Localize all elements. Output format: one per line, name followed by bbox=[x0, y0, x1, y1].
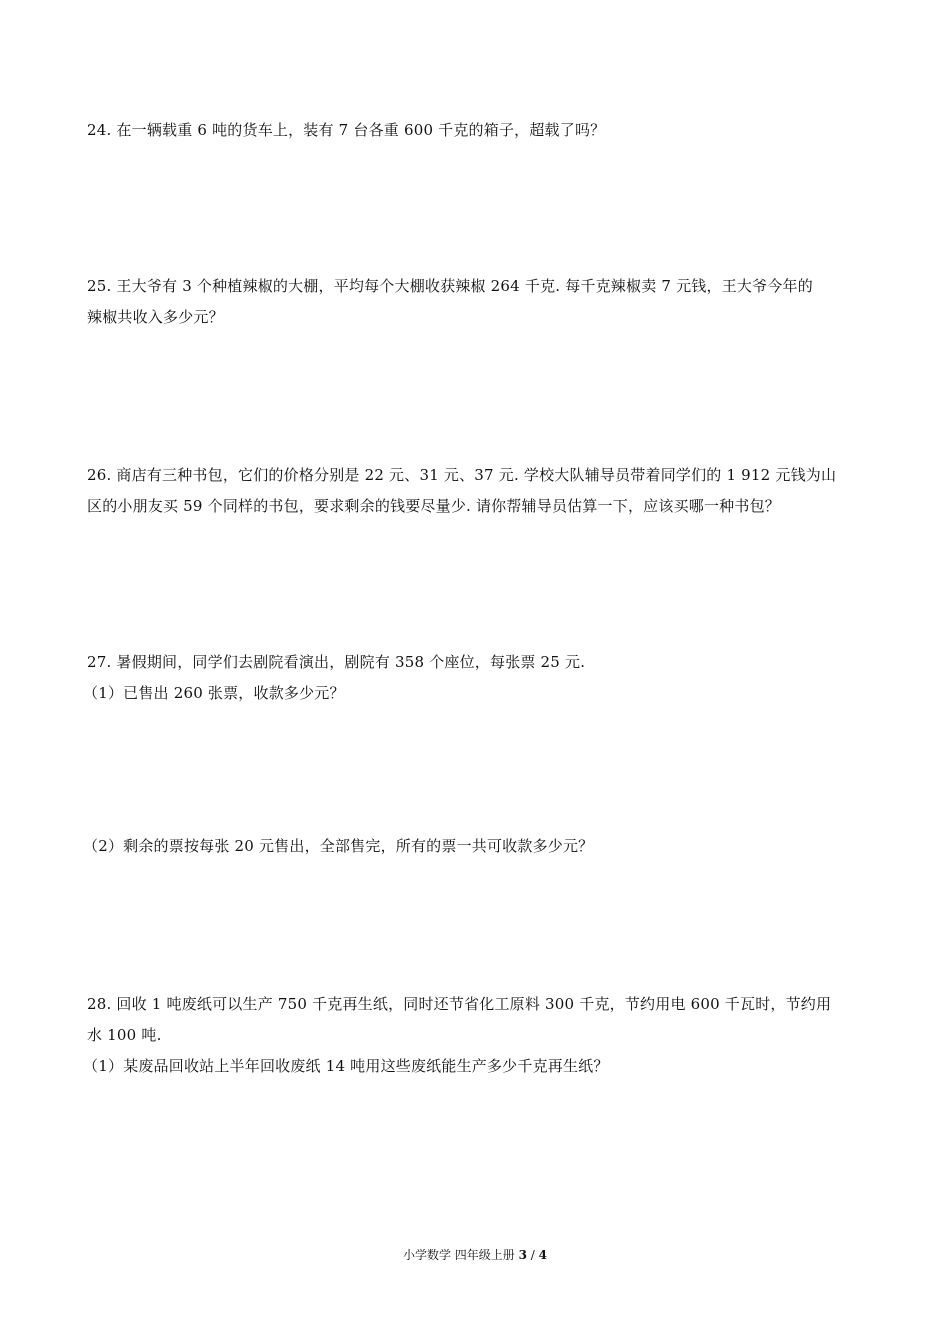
question-27-part-1: （1）已售出 260 张票，收款多少元？ bbox=[83, 684, 345, 702]
footer-page-number: 3 bbox=[518, 1248, 527, 1262]
question-27-part-2: （2）剩余的票按每张 20 元售出，全部售完，所有的票一共可收款多少元？ bbox=[83, 837, 594, 855]
question-28-part-1: （1）某废品回收站上半年回收废纸 14 吨用这些废纸能生产多少千克再生纸？ bbox=[83, 1057, 609, 1075]
question-24-text: 24. 在一辆载重 6 吨的货车上，装有 7 台各重 600 千克的箱子，超载了吗？ bbox=[87, 121, 606, 139]
question-28-text-line-1: 28. 回收 1 吨废纸可以生产 750 千克再生纸，同时还节省化工原料 300 千克，节约用电 600 千瓦时，节约用 bbox=[87, 995, 832, 1013]
page-footer bbox=[0, 1247, 950, 1263]
question-26-text-line-2: 区的小朋友买 59 个同样的书包，要求剩余的钱要尽量少. 请你帮辅导员估算一下，应该买哪一种书包？ bbox=[87, 497, 780, 515]
footer-label: 小学数学 四年级上册 bbox=[402, 1248, 519, 1262]
footer-page-total: 4 bbox=[538, 1248, 548, 1262]
question-25-text-line-2: 辣椒共收入多少元？ bbox=[87, 308, 224, 326]
question-26-text-line-1: 26. 商店有三种书包，它们的价格分别是 22 元、31 元、37 元. 学校大队辅导员带着同学们的 1 912 元钱为山 bbox=[87, 466, 837, 484]
question-28-text-line-2: 水 100 吨. bbox=[87, 1026, 162, 1044]
footer-separator: / bbox=[526, 1248, 539, 1262]
question-27-text: 27. 暑假期间，同学们去剧院看演出，剧院有 358 个座位，每张票 25 元. bbox=[87, 653, 586, 671]
question-25-text-line-1: 25. 王大爷有 3 个种植辣椒的大棚，平均每个大棚收获辣椒 264 千克. 每千克辣椒卖 7 元钱，王大爷今年的 bbox=[87, 277, 813, 295]
